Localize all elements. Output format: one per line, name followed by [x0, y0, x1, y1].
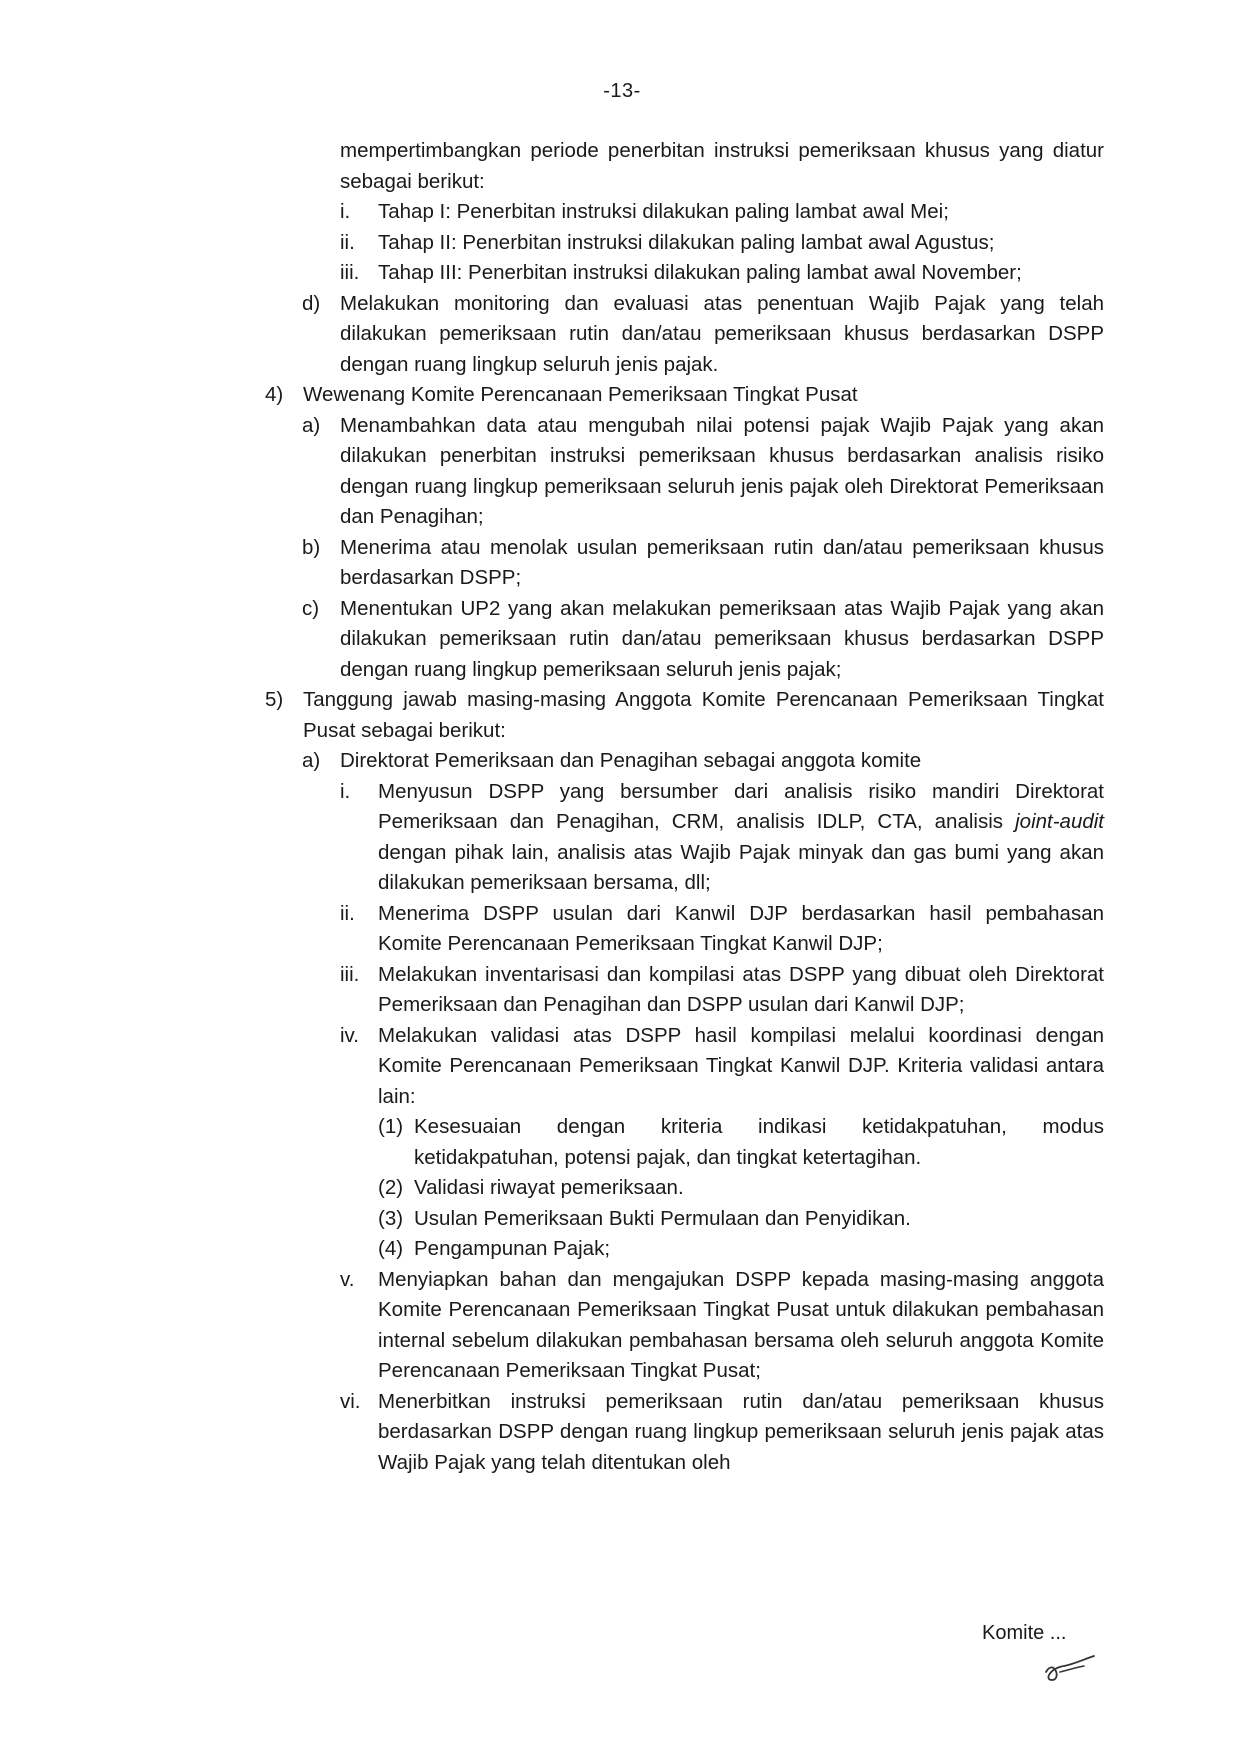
list-item	[265, 380, 1104, 411]
list-item	[378, 1112, 1104, 1173]
next-page-catchword: Komite ...	[982, 1622, 1067, 1644]
list-item	[378, 1173, 1104, 1204]
text-segment: dengan pihak lain, analisis atas Wajib Pajak minyak dan gas bumi yang akan dilakukan pemeriksaan bersama, dll;	[378, 840, 1104, 894]
list-item-text: Melakukan validasi atas DSPP hasil kompilasi melalui koordinasi dengan Komite Perencanaan Pemeriksaan Tingkat Kanwil DJP. Kriteria validasi antara lain:	[378, 1023, 1104, 1108]
list-item-marker: c)	[302, 596, 320, 620]
list-item-text: Validasi riwayat pemeriksaan.	[414, 1176, 684, 1199]
list-item-text: Tahap III: Penerbitan instruksi dilakukan paling lambat awal November;	[378, 261, 1022, 284]
list-item-text: Melakukan inventarisasi dan kompilasi atas DSPP yang dibuat oleh Direktorat Pemeriksaan dan Penagihan dan DSPP usulan dari Kanwil DJP;	[378, 962, 1104, 1016]
list-item-text: mempertimbangkan periode penerbitan instruksi pemeriksaan khusus yang diatur sebagai berikut:	[340, 139, 1104, 193]
list-item	[302, 289, 1104, 381]
list-item	[302, 746, 1104, 777]
list-item-marker: vi.	[340, 1389, 361, 1413]
list-item-text: Melakukan monitoring dan evaluasi atas penentuan Wajib Pajak yang telah dilakukan pemeriksaan rutin dan/atau pemeriksaan khusus berdasarkan DSPP dengan ruang lingkup seluruh jenis pajak.	[340, 291, 1104, 376]
list-item	[340, 899, 1104, 960]
list-item	[340, 960, 1104, 1021]
list-item	[340, 197, 1104, 228]
list-item-text: Pengampunan Pajak;	[414, 1237, 611, 1260]
list-item-text: Kesesuaian dengan kriteria indikasi ketidakpatuhan, modus ketidakpatuhan, potensi pajak, dan tingkat ketertagihan.	[414, 1115, 1104, 1169]
list-item-text: Menambahkan data atau mengubah nilai potensi pajak Wajib Pajak yang akan dilakukan penerbitan instruksi pemeriksaan khusus berdasarkan analisis risiko dengan ruang lingkup pemeriksaan seluruh jenis pajak oleh Direktorat Pemeriksaan dan Penagihan;	[340, 413, 1104, 528]
italic-term: joint-audit	[1015, 810, 1104, 833]
list-item-marker: v.	[340, 1267, 355, 1291]
list-item-marker: (1)	[378, 1115, 404, 1138]
document-body	[0, 136, 1244, 1478]
list-item	[340, 1021, 1104, 1113]
list-item-marker: iii.	[340, 261, 360, 284]
list-item-text: Menentukan UP2 yang akan melakukan pemeriksaan atas Wajib Pajak yang akan dilakukan pemeriksaan rutin dan/atau pemeriksaan khusus berdasarkan DSPP dengan ruang lingkup pemeriksaan seluruh jenis pajak;	[340, 596, 1104, 681]
list-item-marker: i.	[340, 779, 351, 803]
list-item	[378, 1204, 1104, 1235]
list-item-text: Menerbitkan instruksi pemeriksaan rutin dan/atau pemeriksaan khusus berdasarkan DSPP dengan ruang lingkup pemeriksaan seluruh jenis pajak atas Wajib Pajak yang telah ditentukan oleh	[378, 1389, 1104, 1474]
list-item-marker: ii.	[340, 901, 355, 925]
list-item-marker: b)	[302, 535, 321, 559]
list-item-marker: 4)	[265, 383, 284, 406]
list-item	[340, 136, 1104, 197]
list-item-text: Menerima atau menolak usulan pemeriksaan rutin dan/atau pemeriksaan khusus berdasarkan DSPP;	[340, 535, 1104, 589]
list-item-text: Tahap I: Penerbitan instruksi dilakukan paling lambat awal Mei;	[378, 200, 949, 223]
list-item-marker: a)	[302, 749, 321, 772]
list-item-marker: (3)	[378, 1206, 404, 1230]
list-item	[302, 594, 1104, 686]
list-item-text: Tahap II: Penerbitan instruksi dilakukan paling lambat awal Agustus;	[378, 230, 995, 254]
list-item-text: Menyiapkan bahan dan mengajukan DSPP kepada masing-masing anggota Komite Perencanaan Pemeriksaan Tingkat Pusat untuk dilakukan pembahasan internal sebelum dilakukan pembahasan bersama oleh seluruh anggota Komite Perencanaan Pemeriksaan Tingkat Pusat;	[378, 1267, 1104, 1382]
list-item-marker: (2)	[378, 1176, 404, 1199]
list-item	[302, 533, 1104, 594]
list-item	[378, 1234, 1104, 1265]
list-item	[340, 1265, 1104, 1387]
text-segment: Menyusun DSPP yang bersumber dari analisis risiko mandiri Direktorat Pemeriksaan dan Penagihan, CRM, analisis IDLP, CTA, analisis	[378, 779, 1104, 833]
initial-signature-icon	[1040, 1650, 1100, 1690]
list-item-marker: d)	[302, 291, 321, 315]
list-item-marker: iii.	[340, 962, 360, 986]
list-item-marker: a)	[302, 413, 321, 437]
list-item	[340, 228, 1104, 259]
list-item	[340, 777, 1104, 899]
list-item	[340, 258, 1104, 289]
list-item-marker: 5)	[265, 688, 284, 711]
list-item	[302, 411, 1104, 533]
list-item-text	[378, 777, 1104, 899]
list-item-text: Wewenang Komite Perencanaan Pemeriksaan Tingkat Pusat	[303, 383, 858, 406]
list-item	[265, 685, 1104, 746]
list-item-marker: i.	[340, 200, 351, 223]
list-item	[340, 1387, 1104, 1479]
list-item-text: Direktorat Pemeriksaan dan Penagihan sebagai anggota komite	[340, 749, 922, 772]
list-item-text: Usulan Pemeriksaan Bukti Permulaan dan Penyidikan.	[414, 1206, 911, 1230]
list-item-marker: iv.	[340, 1023, 359, 1047]
page-number: -13-	[603, 80, 641, 102]
list-item-text: Menerima DSPP usulan dari Kanwil DJP berdasarkan hasil pembahasan Komite Perencanaan Pemeriksaan Tingkat Kanwil DJP;	[378, 901, 1104, 955]
list-item-marker: ii.	[340, 230, 355, 254]
list-item-text: Tanggung jawab masing-masing Anggota Komite Perencanaan Pemeriksaan Tingkat Pusat sebagai berikut:	[303, 688, 1104, 742]
list-item-marker: (4)	[378, 1237, 404, 1260]
